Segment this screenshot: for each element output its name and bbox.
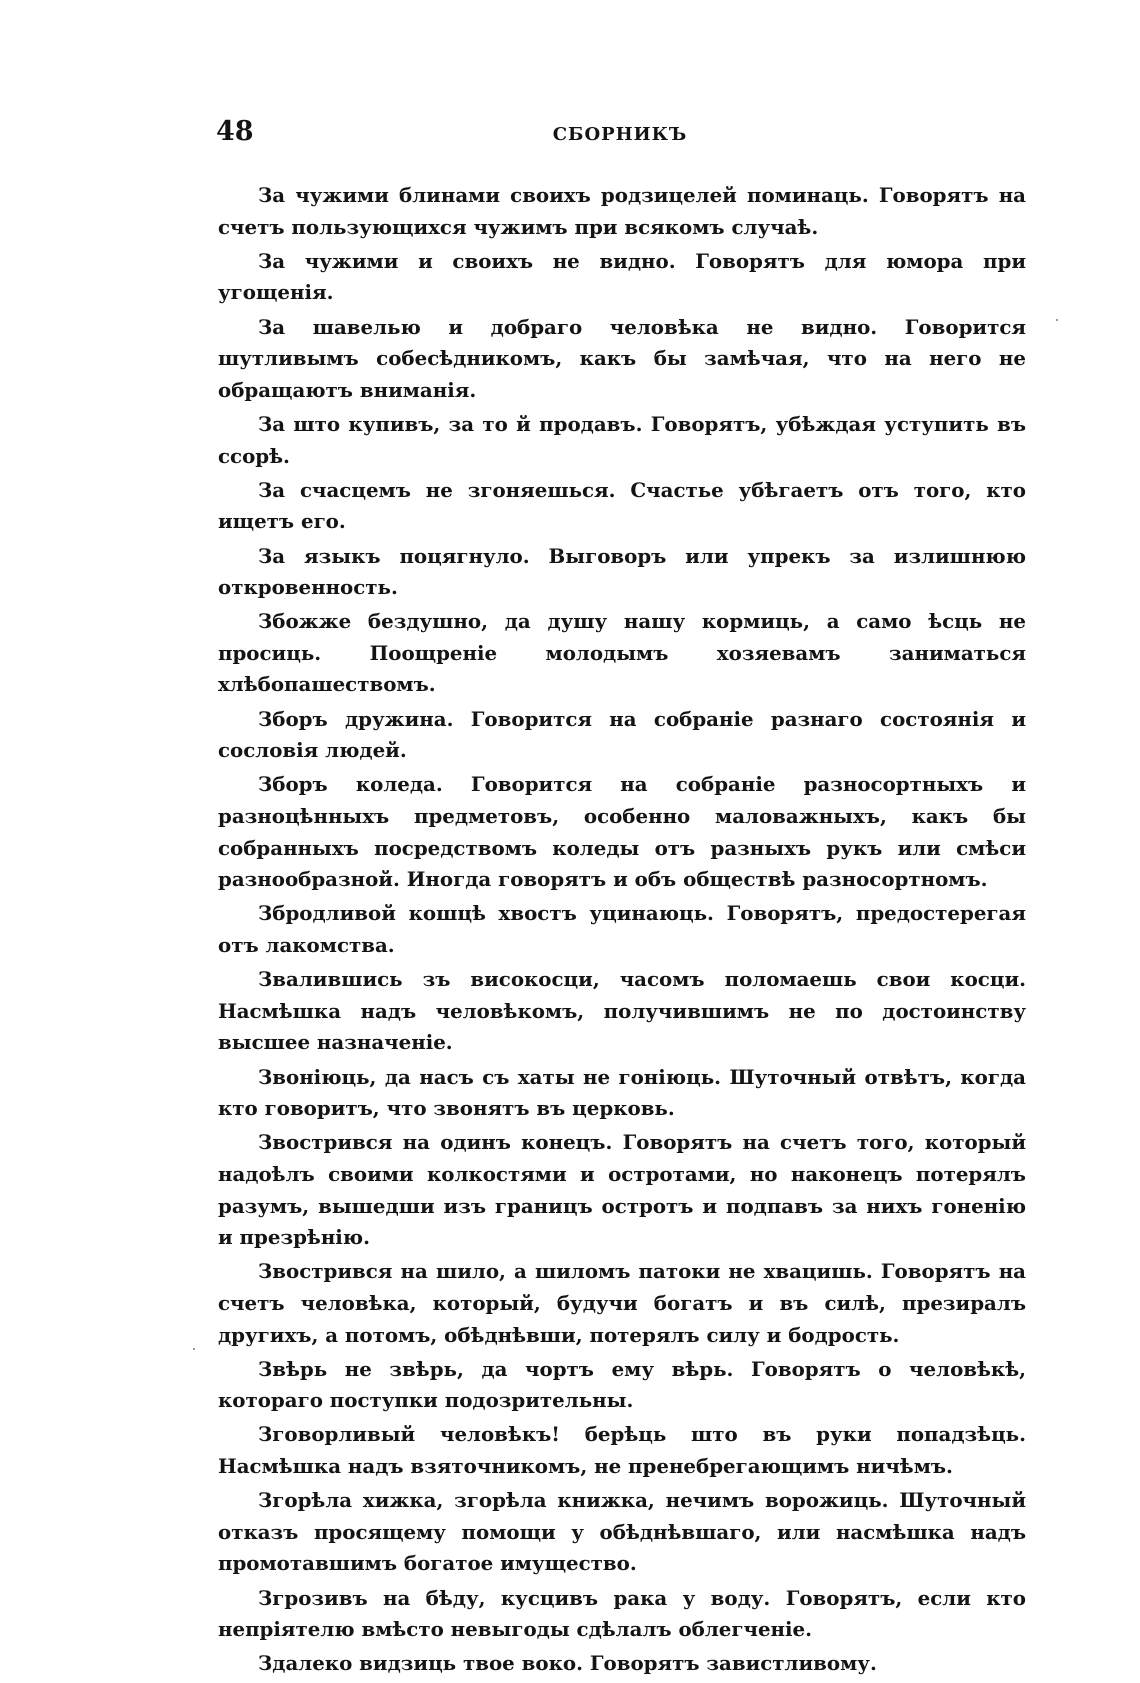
proverb-entry: За счасцемъ не згоняешься. Счастье убѣгаетъ отъ того, кто ищетъ его. <box>218 477 1026 534</box>
proverb-entry: Звострився на шило, а шиломъ патоки не хвацишь. Говорятъ на счетъ человѣка, который, будучи богатъ и въ силѣ, презиралъ другихъ, а потомъ, обѣднѣвши, потерялъ силу и бодрость. <box>218 1259 1026 1347</box>
proverb-entry: Зборъ дружина. Говорится на собраніе разнаго состоянія и сословія людей. <box>218 706 1026 763</box>
proverb-entry: Здалеко видзиць твое воко. Говорятъ завистливому. <box>258 1651 877 1676</box>
proverb-entry: Звалившись зъ високосци, часомъ поломаешь свои косци. Насмѣшка надъ человѣкомъ, получившимъ не по достоинству высшее назначеніе. <box>218 967 1026 1055</box>
proverb-entry: Звѣрь не звѣрь, да чортъ ему вѣрь. Говорятъ о человѣкѣ, котораго поступки подозрительны. <box>218 1356 1026 1413</box>
proverb-list <box>218 180 1026 1683</box>
proverb-entry: Звострився на одинъ конецъ. Говорятъ на счетъ того, который надоѣлъ своими колкостями и остротами, но наконецъ потерялъ разумъ, вышедши изъ границъ остротъ и подпавъ за нихъ гоненію и презрѣнію. <box>218 1130 1026 1250</box>
proverb-entry: За што купивъ, за то й продавъ. Говорятъ, убѣждая уступить въ ссорѣ. <box>218 411 1026 468</box>
proverb-entry: Збожже бездушно, да душу нашу кормиць, а само ѣсць не просиць. Поощреніе молодымъ хозяевамъ заниматься хлѣбопашествомъ. <box>218 609 1026 697</box>
page-header <box>216 116 1024 156</box>
page-number: 48 <box>216 116 254 147</box>
proverb-entry: За чужими и своихъ не видно. Говорятъ для юмора при угощенія. <box>218 248 1026 305</box>
scan-speck <box>193 1348 195 1350</box>
proverb-entry: За чужими блинами своихъ родзицелей поминаць. Говорятъ на счетъ пользующихся чужимъ при всякомъ случаѣ. <box>218 183 1026 239</box>
proverb-entry: Згорѣла хижка, згорѣла книжка, нечимъ ворожиць. Шуточный отказъ просящему помощи у обѣднѣвшаго, или насмѣшка надъ промотавшимъ богатое имущество. <box>218 1488 1026 1576</box>
proverb-entry: Звоніюць, да насъ съ хаты не гоніюць. Шуточный отвѣтъ, когда кто говоритъ, что звонятъ въ церковь. <box>218 1064 1026 1121</box>
proverb-entry: Збродливой кошцѣ хвостъ уцинаюць. Говорятъ, предостерегая отъ лакомства. <box>218 901 1026 957</box>
proverb-entry: За шавелью и добраго человѣка не видно. Говорится шутливымъ собесѣдникомъ, какъ бы замѣчая, что на него не обращаютъ вниманія. <box>218 314 1026 402</box>
running-title: СБОРНИКЪ <box>552 124 688 145</box>
proverb-entry: Згрозивъ на бѣду, кусцивъ рака у воду. Говорятъ, если кто непріятелю вмѣсто невыгоды сдѣлалъ облегченіе. <box>218 1585 1026 1642</box>
scan-speck <box>1056 319 1058 321</box>
proverb-entry: За языкъ поцягнуло. Выговоръ или упрекъ за излишнюю откровенность. <box>218 543 1026 600</box>
proverb-entry: Зборъ коледа. Говорится на собраніе разносортныхъ и разноцѣнныхъ предметовъ, особенно маловажныхъ, какъ бы собранныхъ посредствомъ коледы отъ разныхъ рукъ или смѣси разнообразной. Иногда говорятъ и объ обществѣ разносортномъ. <box>218 772 1026 892</box>
proverb-entry: Зговорливый человѣкъ! берѣць што въ руки попадзѣць. Насмѣшка надъ взяточникомъ, не пренебрегающимъ ничѣмъ. <box>218 1422 1026 1479</box>
